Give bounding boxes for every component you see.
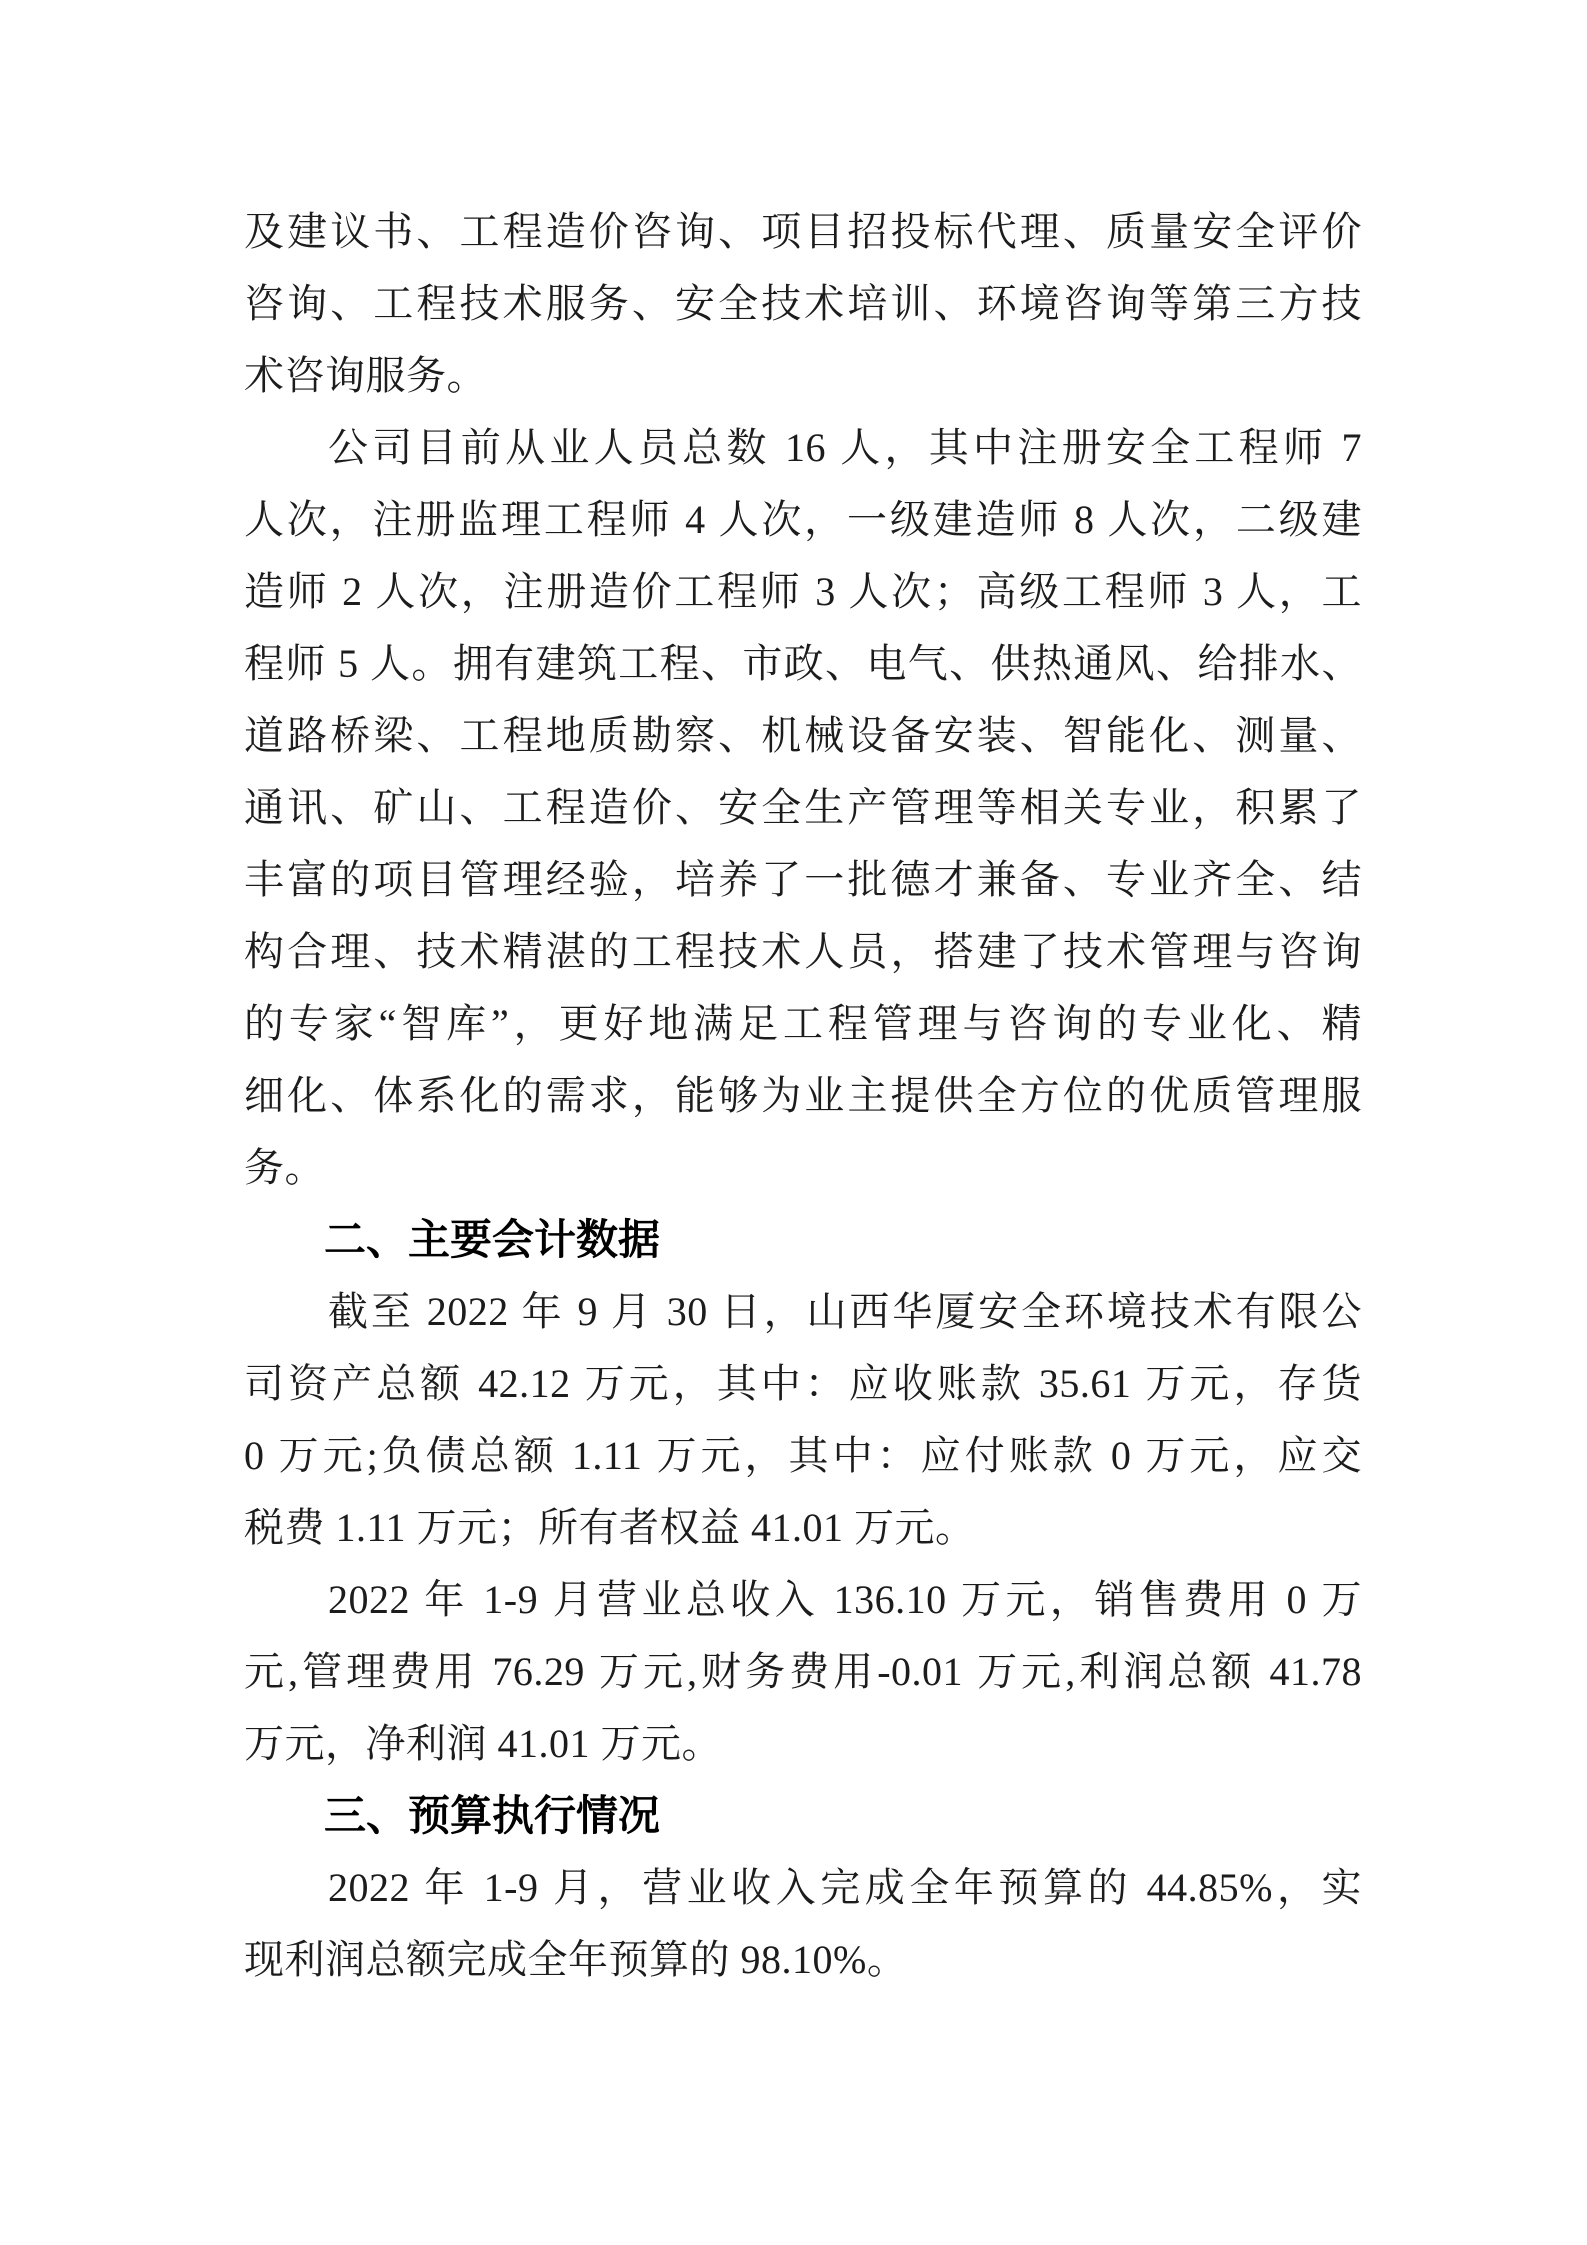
text-line: 构合理、技术精湛的工程技术人员，搭建了技术管理与咨询 (244, 929, 1362, 974)
text-line: 及建议书、工程造价咨询、项目招投标代理、质量安全评价 (244, 209, 1362, 254)
text-line: 税费 1.11 万元；所有者权益 41.01 万元。 (244, 1505, 976, 1550)
text-line: 咨询、工程技术服务、安全技术培训、环境咨询等第三方技 (244, 281, 1362, 326)
text-line: 丰富的项目管理经验，培养了一批德才兼备、专业齐全、结 (244, 857, 1362, 902)
text-line: 0 万元;负债总额 1.11 万元，其中：应付账款 0 万元，应交 (244, 1433, 1362, 1478)
document-body (244, 0, 1362, 1996)
text-line: 的专家“智库”，更好地满足工程管理与咨询的专业化、精 (244, 1001, 1362, 1046)
text-line: 务。 (244, 1145, 325, 1190)
text-line: 司资产总额 42.12 万元，其中：应收账款 35.61 万元，存货 (244, 1361, 1362, 1406)
text-line: 现利润总额完成全年预算的 98.10%。 (244, 1937, 908, 1982)
text-line: 细化、体系化的需求，能够为业主提供全方位的优质管理服 (244, 1073, 1362, 1118)
text-line: 元,管理费用 76.29 万元,财务费用-0.01 万元,利润总额 41.78 (244, 1649, 1362, 1694)
text-line: 道路桥梁、工程地质勘察、机械设备安装、智能化、测量、 (244, 713, 1362, 758)
text-line: 万元，净利润 41.01 万元。 (244, 1721, 722, 1766)
text-line: 人次，注册监理工程师 4 人次，一级建造师 8 人次，二级建 (244, 497, 1362, 542)
text-line: 术咨询服务。 (244, 353, 487, 398)
text-line: 造师 2 人次，注册造价工程师 3 人次；高级工程师 3 人，工 (244, 569, 1362, 614)
section-heading: 二、主要会计数据 (324, 1216, 661, 1263)
text-line: 程师 5 人。拥有建筑工程、市政、电气、供热通风、给排水、 (244, 641, 1362, 686)
text-line: 通讯、矿山、工程造价、安全生产管理等相关专业，积累了 (244, 785, 1362, 830)
section-heading: 三、预算执行情况 (324, 1792, 661, 1839)
text-line: 2022 年 1-9 月，营业收入完成全年预算的 44.85%，实 (328, 1865, 1362, 1910)
text-line: 2022 年 1-9 月营业总收入 136.10 万元，销售费用 0 万 (328, 1577, 1362, 1622)
text-line: 公司目前从业人员总数 16 人，其中注册安全工程师 7 (328, 425, 1362, 470)
text-line: 截至 2022 年 9 月 30 日，山西华厦安全环境技术有限公 (328, 1289, 1362, 1334)
